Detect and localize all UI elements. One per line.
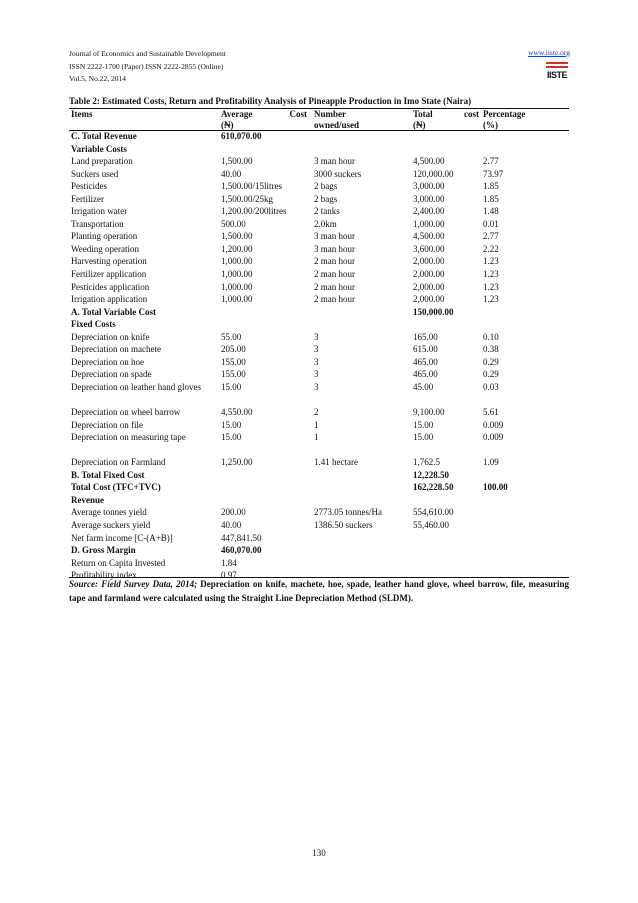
journal-issn: ISSN 2222-1700 (Paper) ISSN 2222-2855 (Online): [69, 61, 224, 71]
table-body: [69, 130, 569, 582]
iiste-logo-text: IISTE: [546, 70, 567, 80]
table-cell: 465.00: [413, 369, 438, 380]
table-cell: 100.00: [483, 482, 508, 493]
table-cell: 2,000.00: [413, 294, 445, 305]
table-row: [69, 230, 569, 243]
column-header: Total cost (₦): [413, 109, 479, 130]
table-cell: 1: [314, 432, 319, 443]
table-cell: 3 man hour: [314, 156, 355, 167]
table-source-note: [69, 578, 569, 605]
table-cell: 1.48: [483, 206, 499, 217]
table-cell: 15.00: [221, 419, 242, 430]
table-cell: 45.00: [413, 381, 434, 392]
table-row: [69, 293, 569, 306]
table-header-row: [69, 109, 569, 130]
table-row: [69, 356, 569, 369]
column-header: Items: [71, 109, 93, 119]
table-cell: 205.00: [221, 344, 246, 355]
table-row: [69, 306, 569, 319]
table-cell: 55,460.00: [413, 519, 449, 530]
source-text: Depreciation on knife, machete, hoe, spade, leather hand glove, wheel barrow, file, measuring tape and farmland were calculated using the Straight Line Depreciation Method (SLDM).: [69, 579, 569, 603]
table-row: [69, 243, 569, 256]
table-cell: 3,000.00: [413, 193, 445, 204]
table-cell: Fertilizer: [71, 193, 104, 204]
table-row: [69, 218, 569, 231]
table-cell: 0.29: [483, 356, 499, 367]
table-cell: Transportation: [71, 218, 124, 229]
table-cell: 1,000.00: [221, 256, 253, 267]
table-cell: Pesticides: [71, 181, 107, 192]
column-header: Average Cost (₦): [221, 109, 307, 130]
table-cell: 1,500.00/25kg: [221, 193, 274, 204]
table-cell: 0.29: [483, 369, 499, 380]
table-cell: 554,610.00: [413, 507, 454, 518]
table-cell: 2,000.00: [413, 281, 445, 292]
table-row: [69, 155, 569, 168]
table-cell: 500.00: [221, 218, 246, 229]
table-cell: 2 man hour: [314, 269, 355, 280]
table-cell: 0.009: [483, 419, 504, 430]
table-cell: Irrigation application: [71, 294, 148, 305]
table-cell: 15.00: [413, 419, 434, 430]
table-row: [69, 168, 569, 181]
table-cell: Net farm income [C-(A+B)]: [71, 532, 173, 543]
cost-table: [69, 109, 569, 582]
table-cell: Fixed Costs: [71, 319, 116, 330]
table-row: [69, 193, 569, 206]
table-cell: Average tonnes yield: [71, 507, 147, 518]
table-cell: Suckers used: [71, 168, 119, 179]
table-cell: Harvesting operation: [71, 256, 147, 267]
table-cell: 155.00: [221, 369, 246, 380]
table-row: [69, 368, 569, 381]
table-cell: 15.00: [221, 381, 242, 392]
table-cell: 40.00: [221, 168, 242, 179]
table-cell: Depreciation on knife: [71, 331, 150, 342]
table-cell: Irrigation water: [71, 206, 128, 217]
table-row: [69, 255, 569, 268]
table-cell: 610,070.00: [221, 131, 262, 141]
table-row: [69, 519, 569, 532]
table-cell: 1.23: [483, 256, 499, 267]
table-cell: 9,100.00: [413, 407, 445, 418]
table-cell: Profitability index: [71, 570, 137, 581]
table-cell: 3: [314, 331, 319, 342]
table-cell: 1,762.5: [413, 457, 440, 468]
table-row: [69, 331, 569, 344]
table-cell: 1.09: [483, 457, 499, 468]
table-cell: 1,200.00: [221, 243, 253, 254]
table-cell: 1.23: [483, 281, 499, 292]
table-cell: 55.00: [221, 331, 242, 342]
table-cell: 73.97: [483, 168, 504, 179]
table-cell: 155.00: [221, 356, 246, 367]
table-row: [69, 180, 569, 193]
journal-title: Journal of Economics and Sustainable Development: [69, 49, 226, 58]
journal-header: [69, 48, 226, 86]
table-cell: 4,500.00: [413, 231, 445, 242]
table-cell: Depreciation on measuring tape: [71, 432, 186, 443]
table-row: [69, 494, 569, 507]
table-cell: Depreciation on Farmland: [71, 457, 166, 468]
table-cell: 3: [314, 369, 319, 380]
table-cell: 1,200.00/200litres: [221, 206, 287, 217]
column-header: Number owned/used: [314, 109, 360, 130]
iiste-logo: [546, 62, 568, 82]
table-cell: 1,500.00/15litres: [221, 181, 282, 192]
table-row: [69, 456, 569, 469]
table-row: [69, 143, 569, 156]
table-row: [69, 268, 569, 281]
table-cell: 615.00: [413, 344, 438, 355]
table-cell: Revenue: [71, 494, 104, 505]
table-cell: 0.009: [483, 432, 504, 443]
page-number: 130: [312, 848, 326, 858]
table-row: [69, 419, 569, 432]
table-cell: 3 man hour: [314, 231, 355, 242]
table-row: [69, 318, 569, 331]
table-cell: Average suckers yield: [71, 519, 151, 530]
table-row: [69, 557, 569, 570]
table-row: [69, 205, 569, 218]
column-header: Percentage (%): [483, 109, 526, 130]
table-cell: 1.23: [483, 294, 499, 305]
table-cell: 1.84: [221, 557, 237, 568]
table-cell: 2 man hour: [314, 256, 355, 267]
table-row: [69, 506, 569, 519]
table-cell: 1.41 hectare: [314, 457, 358, 468]
table-cell: 1,500.00: [221, 231, 253, 242]
table-cell: 3,600.00: [413, 243, 445, 254]
table-cell: 2 bags: [314, 181, 338, 192]
table-row: [69, 431, 569, 456]
table-cell: Depreciation on hoe: [71, 356, 144, 367]
table-row: [69, 343, 569, 356]
table-cell: 3: [314, 344, 319, 355]
table-cell: C. Total Revenue: [71, 131, 137, 141]
table-cell: 3000 suckers: [314, 168, 362, 179]
table-row: [69, 532, 569, 545]
table-cell: 0.38: [483, 344, 499, 355]
table-cell: 2,000.00: [413, 256, 445, 267]
table-cell: D. Gross Margin: [71, 545, 136, 556]
table-cell: 2.22: [483, 243, 499, 254]
table-row: [69, 130, 569, 143]
table-cell: 2,400.00: [413, 206, 445, 217]
table-cell: 40.00: [221, 519, 242, 530]
table-cell: 4,550.00: [221, 407, 253, 418]
table-cell: Land preparation: [71, 156, 133, 167]
table-cell: 15.00: [221, 432, 242, 443]
table-cell: 1.85: [483, 181, 499, 192]
source-label: Source: Field Survey Data, 2014;: [69, 579, 198, 589]
journal-url-link[interactable]: www.iiste.org: [528, 48, 570, 57]
table-cell: 2,000.00: [413, 269, 445, 280]
table-row: [69, 281, 569, 294]
table-cell: 447,841.50: [221, 532, 262, 543]
table-cell: 1.23: [483, 269, 499, 280]
table-cell: 2.77: [483, 231, 499, 242]
table-cell: 15.00: [413, 432, 434, 443]
table-cell: 0.03: [483, 381, 499, 392]
table-cell: 165.00: [413, 331, 438, 342]
table-cell: Depreciation on file: [71, 419, 143, 430]
table-cell: 2 man hour: [314, 281, 355, 292]
table-cell: Depreciation on spade: [71, 369, 152, 380]
table-cell: 3: [314, 356, 319, 367]
table-cell: 1,500.00: [221, 156, 253, 167]
table-cell: 150,000.00: [413, 306, 454, 317]
table-cell: Return on Capita Invested: [71, 557, 166, 568]
table-cell: 3 man hour: [314, 243, 355, 254]
table-cell: 2.0km: [314, 218, 337, 229]
table-cell: Pesticides application: [71, 281, 150, 292]
table-cell: 1386.50 suckers: [314, 519, 373, 530]
table-row: [69, 481, 569, 494]
table-cell: 5.61: [483, 407, 499, 418]
table-cell: Planting operation: [71, 231, 138, 242]
table-cell: 0.01: [483, 218, 499, 229]
table-row: [69, 544, 569, 557]
table-cell: 4,500.00: [413, 156, 445, 167]
table-cell: 1,000.00: [221, 281, 253, 292]
table-cell: 1.85: [483, 193, 499, 204]
table-caption: Table 2: Estimated Costs, Return and Profitability Analysis of Pineapple Production in Imo State (Naira): [69, 96, 472, 106]
table-cell: 3,000.00: [413, 181, 445, 192]
table-cell: Weeding operation: [71, 243, 140, 254]
table-cell: 2 bags: [314, 193, 338, 204]
table-cell: 162,228.50: [413, 482, 454, 493]
table-cell: A. Total Variable Cost: [71, 306, 157, 317]
table-cell: 3: [314, 381, 319, 392]
table-cell: 0.10: [483, 331, 499, 342]
table-cell: Depreciation on machete: [71, 344, 161, 355]
table-cell: 2: [314, 407, 319, 418]
table-row: [69, 469, 569, 482]
table-cell: Fertilizer application: [71, 269, 147, 280]
table-cell: 0.97: [221, 570, 237, 581]
table-cell: Total Cost (TFC+TVC): [71, 482, 161, 493]
table-cell: 1,000.00: [413, 218, 445, 229]
table-row: [69, 381, 569, 406]
table-cell: 2773.05 tonnes/Ha: [314, 507, 382, 518]
table-cell: 460,070.00: [221, 545, 262, 556]
table-cell: 1,000.00: [221, 294, 253, 305]
table-cell: Depreciation on leather hand gloves: [71, 381, 201, 392]
table-cell: 2.77: [483, 156, 499, 167]
table-cell: Depreciation on wheel barrow: [71, 407, 181, 418]
table-cell: 2 tanks: [314, 206, 340, 217]
table-cell: 200.00: [221, 507, 246, 518]
table-cell: 465.00: [413, 356, 438, 367]
table-row: [69, 406, 569, 419]
table-cell: 1,000.00: [221, 269, 253, 280]
table-cell: 1: [314, 419, 319, 430]
table-cell: 1,250.00: [221, 457, 253, 468]
table-cell: 120,000.00: [413, 168, 454, 179]
table-cell: B. Total Fixed Cost: [71, 469, 145, 480]
table-cell: Variable Costs: [71, 143, 127, 154]
journal-volume: Vol.5, No.22, 2014: [69, 74, 126, 83]
table-cell: 12,228.50: [413, 469, 449, 480]
table-cell: 2 man hour: [314, 294, 355, 305]
